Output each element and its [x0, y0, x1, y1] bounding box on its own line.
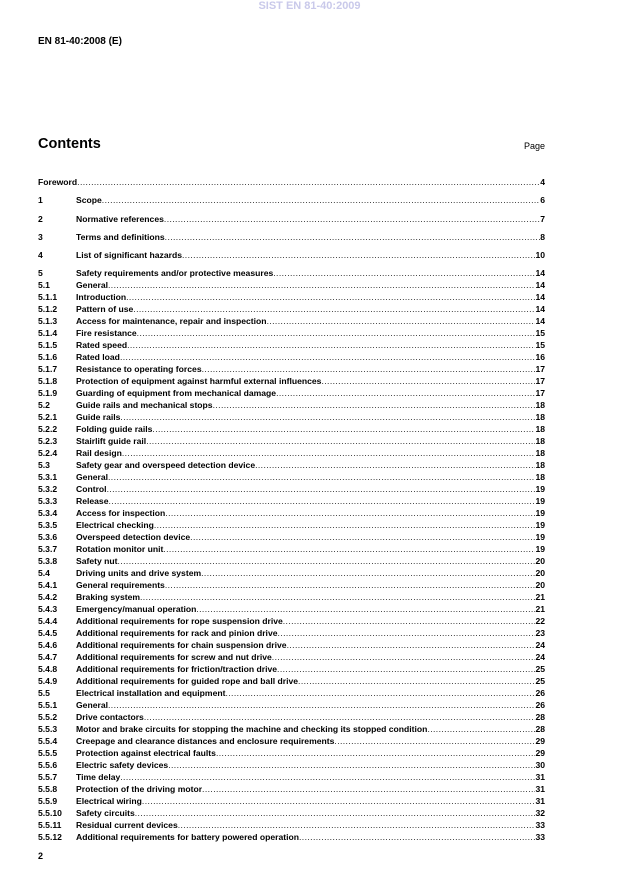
toc-dot-leader	[272, 651, 536, 663]
toc-entry[interactable]	[38, 591, 545, 603]
toc-entry-page: 18	[535, 472, 545, 483]
toc-entry-page: 20	[535, 568, 545, 579]
toc-dot-leader	[283, 615, 536, 627]
toc-entry-page: 14	[535, 280, 545, 291]
toc-entry[interactable]	[38, 567, 545, 579]
toc-dot-leader	[120, 351, 536, 363]
toc-entry-title: Creepage and clearance distances and enclosure requirements	[76, 736, 335, 747]
toc-entry[interactable]	[38, 399, 545, 411]
toc-entry-title: Protection against electrical faults	[76, 748, 216, 759]
toc-entry-page: 18	[535, 400, 545, 411]
toc-dot-leader	[133, 303, 535, 315]
toc-entry-number: 5.4.2	[38, 592, 58, 603]
toc-entry-title: Additional requirements for screw and nut drive	[76, 652, 272, 663]
toc-entry[interactable]	[38, 339, 545, 351]
toc-entry-number: 5.1.9	[38, 388, 58, 399]
toc-entry-number: 5.4.1	[38, 580, 58, 591]
toc-entry[interactable]	[38, 627, 545, 639]
toc-entry-title: Residual current devices	[76, 820, 178, 831]
toc-entry-number: 5.3.7	[38, 544, 58, 555]
toc-entry-number: 5.3.2	[38, 484, 58, 495]
toc-entry-title: Electric safety devices	[76, 760, 169, 771]
toc-entry-number: 5.4.7	[38, 652, 58, 663]
toc-entry-title: Rotation monitor unit	[76, 544, 164, 555]
toc-entry-title: General requirements	[76, 580, 165, 591]
toc-entry-title: Time delay	[76, 772, 121, 783]
toc-dot-leader	[142, 795, 536, 807]
toc-entry-page: 17	[535, 388, 545, 399]
toc-entry-title: Access for inspection	[76, 508, 166, 519]
toc-entry-page: 18	[535, 424, 545, 435]
document-header: EN 81-40:2008 (E)	[38, 36, 122, 47]
toc-entry[interactable]	[38, 723, 545, 735]
toc-entry[interactable]	[38, 471, 545, 483]
toc-entry-page: 17	[535, 364, 545, 375]
toc-entry-number: 5.3.5	[38, 520, 58, 531]
toc-entry-number: 5.5.1	[38, 700, 58, 711]
toc-entry-title: Motor and brake circuits for stopping the machine and checking its stopped condition	[76, 724, 428, 735]
toc-dot-leader	[255, 459, 535, 471]
toc-entry[interactable]	[38, 447, 545, 459]
toc-dot-leader	[108, 471, 535, 483]
toc-entry-title: Folding guide rails	[76, 424, 153, 435]
toc-entry-title: Braking system	[76, 592, 141, 603]
toc-dot-leader	[77, 176, 540, 188]
toc-entry[interactable]	[38, 771, 545, 783]
toc-dot-leader	[165, 507, 535, 519]
toc-entry[interactable]	[38, 279, 545, 291]
toc-entry[interactable]	[38, 687, 545, 699]
toc-entry-page: 29	[535, 748, 545, 759]
toc-entry-title: Additional requirements for friction/traction drive	[76, 664, 278, 675]
toc-entry-number: 5.1.3	[38, 316, 58, 327]
toc-entry-page: 19	[535, 496, 545, 507]
toc-entry-page: 30	[535, 760, 545, 771]
toc-entry-title: Resistance to operating forces	[76, 364, 202, 375]
toc-entry-number: 5.1.1	[38, 292, 58, 303]
toc-entry-page: 25	[535, 676, 545, 687]
toc-entry-page: 31	[535, 784, 545, 795]
toc-entry-title: Fire resistance	[76, 328, 137, 339]
toc-entry-page: 23	[535, 628, 545, 639]
toc-dot-leader	[144, 711, 536, 723]
toc-entry-page: 15	[535, 340, 545, 351]
toc-entry-title: Guarding of equipment from mechanical damage	[76, 388, 277, 399]
toc-entry-number: 5.2.3	[38, 436, 58, 447]
toc-entry-title: Foreword	[38, 177, 78, 187]
toc-entry-number: 5.3.1	[38, 472, 58, 483]
toc-entry-title: Stairlift guide rail	[76, 436, 147, 447]
toc-entry-number: 5.5.12	[38, 832, 62, 843]
toc-entry-page: 28	[535, 712, 545, 723]
toc-entry[interactable]	[38, 363, 545, 375]
toc-entry[interactable]	[38, 249, 545, 267]
toc-entry-title: Protection of the driving motor	[76, 784, 203, 795]
toc-dot-leader	[165, 231, 541, 243]
toc-entry[interactable]	[38, 231, 545, 249]
toc-dot-leader	[202, 363, 536, 375]
toc-entry-title: Rated load	[76, 352, 120, 363]
toc-entry-page: 24	[535, 640, 545, 651]
toc-entry[interactable]	[38, 819, 545, 831]
toc-entry-number: 5.4.4	[38, 616, 58, 627]
toc-entry-number: 5.4.5	[38, 628, 58, 639]
toc-entry-number: 5.5.11	[38, 820, 62, 831]
toc-entry[interactable]	[38, 831, 545, 843]
toc-entry-page: 18	[535, 460, 545, 471]
toc-entry-number: 3	[38, 231, 43, 242]
toc-entry[interactable]	[38, 603, 545, 615]
toc-entry-page: 33	[535, 832, 545, 843]
toc-dot-leader	[135, 807, 536, 819]
toc-entry-page: 22	[535, 616, 545, 627]
toc-entry-page: 4	[540, 177, 545, 187]
toc-dot-leader	[277, 663, 535, 675]
toc-entry-title: Introduction	[76, 292, 127, 303]
toc-dot-leader	[137, 327, 536, 339]
toc-entry-page: 14	[535, 304, 545, 315]
toc-entry-title: Additional requirements for guided rope and ball drive	[76, 676, 299, 687]
page-number: 2	[38, 851, 44, 861]
toc-entry-number: 5.1.4	[38, 328, 58, 339]
toc-entry[interactable]	[38, 327, 545, 339]
toc-entry-page: 20	[535, 580, 545, 591]
toc-entry-title: General	[76, 700, 109, 711]
toc-entry-number: 5.5.5	[38, 748, 58, 759]
toc-entry[interactable]	[38, 435, 545, 447]
toc-dot-leader	[321, 375, 535, 387]
toc-entry-title: Control	[76, 484, 107, 495]
toc-entry[interactable]	[38, 267, 545, 279]
toc-dot-leader	[154, 519, 536, 531]
toc-entry-title: Emergency/manual operation	[76, 604, 197, 615]
toc-entry-page: 25	[535, 664, 545, 675]
toc-entry-page: 31	[535, 796, 545, 807]
toc-entry-page: 14	[535, 268, 545, 279]
toc-entry[interactable]	[38, 807, 545, 819]
toc-entry-number: 5.1.7	[38, 364, 58, 375]
toc-entry-number: 5.4.8	[38, 664, 58, 675]
toc-dot-leader	[267, 315, 536, 327]
toc-entry[interactable]	[38, 639, 545, 651]
toc-dot-leader	[140, 591, 535, 603]
toc-dot-leader	[109, 495, 536, 507]
toc-dot-leader	[298, 675, 535, 687]
toc-entry[interactable]	[38, 423, 545, 435]
toc-entry[interactable]	[38, 663, 545, 675]
toc-entry-page: 16	[535, 352, 545, 363]
toc-entry-number: 5.1.8	[38, 376, 58, 387]
toc-entry[interactable]	[38, 531, 545, 543]
toc-dot-leader	[190, 531, 535, 543]
toc-entry-number: 5.3.6	[38, 532, 58, 543]
toc-entry[interactable]	[38, 351, 545, 363]
toc-dot-leader	[278, 627, 536, 639]
toc-entry[interactable]	[38, 315, 545, 327]
toc-entry-number: 5.1	[38, 280, 50, 291]
toc-entry-number: 5.4.3	[38, 604, 58, 615]
toc-entry-page: 10	[535, 250, 545, 261]
toc-entry-page: 31	[535, 772, 545, 783]
toc-dot-leader	[108, 279, 535, 291]
toc-entry-page: 14	[535, 316, 545, 327]
toc-entry[interactable]	[38, 699, 545, 711]
toc-entry-page: 19	[535, 484, 545, 495]
toc-dot-leader	[196, 603, 535, 615]
toc-entry[interactable]	[38, 483, 545, 495]
toc-entry-number: 5.3	[38, 460, 50, 471]
toc-dot-leader	[202, 783, 535, 795]
toc-entry-title: Guide rails	[76, 412, 121, 423]
toc-entry[interactable]	[38, 459, 545, 471]
toc-entry-page: 19	[535, 544, 545, 555]
toc-dot-leader	[120, 771, 535, 783]
toc-entry[interactable]	[38, 387, 545, 399]
toc-entry-page: 29	[535, 736, 545, 747]
toc-dot-leader	[213, 399, 536, 411]
toc-dot-leader	[182, 249, 535, 261]
toc-entry[interactable]	[38, 543, 545, 555]
toc-entry-title: Safety circuits	[76, 808, 135, 819]
toc-entry[interactable]	[38, 519, 545, 531]
toc-dot-leader	[164, 213, 540, 225]
toc-dot-leader	[287, 639, 536, 651]
toc-entry-number: 5.1.6	[38, 352, 58, 363]
toc-dot-leader	[102, 194, 540, 206]
toc-dot-leader	[120, 411, 535, 423]
table-of-contents	[38, 176, 545, 843]
toc-entry-number: 5.4.9	[38, 676, 58, 687]
page-column-label: Page	[523, 141, 545, 151]
toc-entry-page: 32	[535, 808, 545, 819]
toc-entry-number: 5.1.2	[38, 304, 58, 315]
watermark: SIST EN 81-40:2009	[258, 0, 361, 12]
toc-entry-title: Rated speed	[76, 340, 128, 351]
toc-entry-title: General	[76, 280, 109, 291]
toc-dot-leader	[165, 579, 536, 591]
toc-entry-page: 18	[535, 436, 545, 447]
toc-entry-number: 5.5.4	[38, 736, 58, 747]
toc-entry-page: 19	[535, 520, 545, 531]
toc-entry-title: Rail design	[76, 448, 122, 459]
toc-entry-page: 28	[535, 724, 545, 735]
toc-entry-number: 5.3.3	[38, 496, 58, 507]
toc-entry-title: Additional requirements for rack and pinion drive	[76, 628, 278, 639]
toc-entry-title: Electrical checking	[76, 520, 154, 531]
toc-entry[interactable]	[38, 291, 545, 303]
toc-entry-number: 5.2.2	[38, 424, 58, 435]
toc-entry[interactable]	[38, 759, 545, 771]
toc-entry[interactable]	[38, 507, 545, 519]
toc-entry-number: 5.2.1	[38, 412, 58, 423]
toc-entry[interactable]	[38, 651, 545, 663]
toc-entry-page: 26	[535, 688, 545, 699]
toc-entry-title: Additional requirements for battery powered operation	[76, 832, 299, 843]
toc-entry-number: 2	[38, 213, 43, 224]
toc-entry[interactable]	[38, 495, 545, 507]
toc-entry-number: 5	[38, 268, 43, 279]
toc-entry-number: 5.5.9	[38, 796, 58, 807]
toc-entry-number: 5.2.4	[38, 448, 58, 459]
toc-dot-leader	[118, 555, 536, 567]
toc-entry-number: 5.5.3	[38, 724, 58, 735]
toc-entry-page: 17	[535, 376, 545, 387]
toc-entry-title: Electrical installation and equipment	[76, 688, 226, 699]
toc-entry-page: 15	[535, 328, 545, 339]
toc-entry[interactable]	[38, 213, 545, 231]
toc-entry-page: 18	[535, 412, 545, 423]
toc-entry-number: 5.5	[38, 688, 50, 699]
toc-entry-title: Drive contactors	[76, 712, 144, 723]
toc-entry[interactable]	[38, 795, 545, 807]
toc-entry-number: 5.3.8	[38, 556, 58, 567]
toc-entry[interactable]	[38, 615, 545, 627]
toc-entry-title: Safety requirements and/or protective measures	[76, 268, 274, 279]
toc-entry-page: 24	[535, 652, 545, 663]
toc-entry-title: List of significant hazards	[76, 250, 183, 261]
toc-entry[interactable]	[38, 735, 545, 747]
toc-entry-title: Guide rails and mechanical stops	[76, 400, 213, 411]
toc-entry-title: Pattern of use	[76, 304, 134, 315]
toc-dot-leader	[201, 567, 535, 579]
toc-dot-leader	[122, 447, 536, 459]
page-title: Contents	[38, 136, 101, 152]
toc-entry-page: 18	[535, 448, 545, 459]
toc-dot-leader	[168, 759, 535, 771]
toc-dot-leader	[225, 687, 535, 699]
toc-entry[interactable]	[38, 375, 545, 387]
toc-dot-leader	[273, 267, 535, 279]
toc-dot-leader	[108, 699, 535, 711]
toc-entry[interactable]	[38, 783, 545, 795]
toc-dot-leader	[216, 747, 536, 759]
toc-entry-number: 5.5.2	[38, 712, 58, 723]
toc-entry-number: 1	[38, 195, 43, 206]
toc-entry[interactable]	[38, 579, 545, 591]
toc-dot-leader	[299, 831, 535, 843]
toc-entry-title: Additional requirements for rope suspension drive	[76, 616, 283, 627]
toc-entry-title: Additional requirements for chain suspension drive	[76, 640, 287, 651]
toc-entry-title: Safety gear and overspeed detection device	[76, 460, 256, 471]
toc-entry-page: 20	[535, 556, 545, 567]
toc-dot-leader	[178, 819, 536, 831]
toc-entry-page: 33	[535, 820, 545, 831]
toc-dot-leader	[334, 735, 535, 747]
toc-entry-page: 21	[535, 604, 545, 615]
toc-entry-page: 21	[535, 592, 545, 603]
toc-entry-page: 19	[535, 508, 545, 519]
toc-entry-number: 5.4.6	[38, 640, 58, 651]
toc-dot-leader	[276, 387, 535, 399]
toc-entry-title: Driving units and drive system	[76, 568, 202, 579]
toc-entry-number: 5.3.4	[38, 508, 58, 519]
toc-entry-page: 8	[540, 231, 545, 242]
toc-entry-title: Protection of equipment against harmful external influences	[76, 376, 322, 387]
toc-entry-page: 6	[540, 195, 545, 206]
toc-entry-page: 26	[535, 700, 545, 711]
toc-entry-number: 5.5.10	[38, 808, 62, 819]
toc-entry[interactable]	[38, 555, 545, 567]
toc-dot-leader	[152, 423, 535, 435]
toc-entry[interactable]	[38, 176, 545, 194]
toc-entry-number: 5.4	[38, 568, 50, 579]
toc-entry-number: 5.5.7	[38, 772, 58, 783]
toc-entry[interactable]	[38, 747, 545, 759]
toc-entry-title: General	[76, 472, 109, 483]
toc-entry[interactable]	[38, 675, 545, 687]
toc-entry-title: Overspeed detection device	[76, 532, 191, 543]
toc-entry-title: Scope	[76, 195, 102, 206]
toc-entry-number: 5.1.5	[38, 340, 58, 351]
toc-entry-title: Normative references	[76, 213, 164, 224]
toc-dot-leader	[126, 291, 535, 303]
toc-entry-page: 7	[540, 213, 545, 224]
toc-dot-leader	[146, 435, 535, 447]
toc-entry[interactable]	[38, 194, 545, 212]
toc-entry-number: 4	[38, 250, 43, 261]
toc-dot-leader	[127, 339, 535, 351]
toc-entry[interactable]	[38, 711, 545, 723]
toc-entry[interactable]	[38, 411, 545, 423]
toc-entry-number: 5.5.8	[38, 784, 58, 795]
toc-entry-title: Electrical wiring	[76, 796, 142, 807]
toc-entry[interactable]	[38, 303, 545, 315]
toc-entry-page: 19	[535, 532, 545, 543]
toc-entry-title: Access for maintenance, repair and inspection	[76, 316, 267, 327]
toc-entry-title: Terms and definitions	[76, 231, 165, 242]
toc-dot-leader	[427, 723, 535, 735]
toc-entry-title: Safety nut	[76, 556, 118, 567]
toc-entry-page: 14	[535, 292, 545, 303]
toc-entry-number: 5.2	[38, 400, 50, 411]
toc-dot-leader	[107, 483, 536, 495]
toc-entry-number: 5.5.6	[38, 760, 58, 771]
toc-dot-leader	[163, 543, 535, 555]
toc-entry-title: Release	[76, 496, 109, 507]
